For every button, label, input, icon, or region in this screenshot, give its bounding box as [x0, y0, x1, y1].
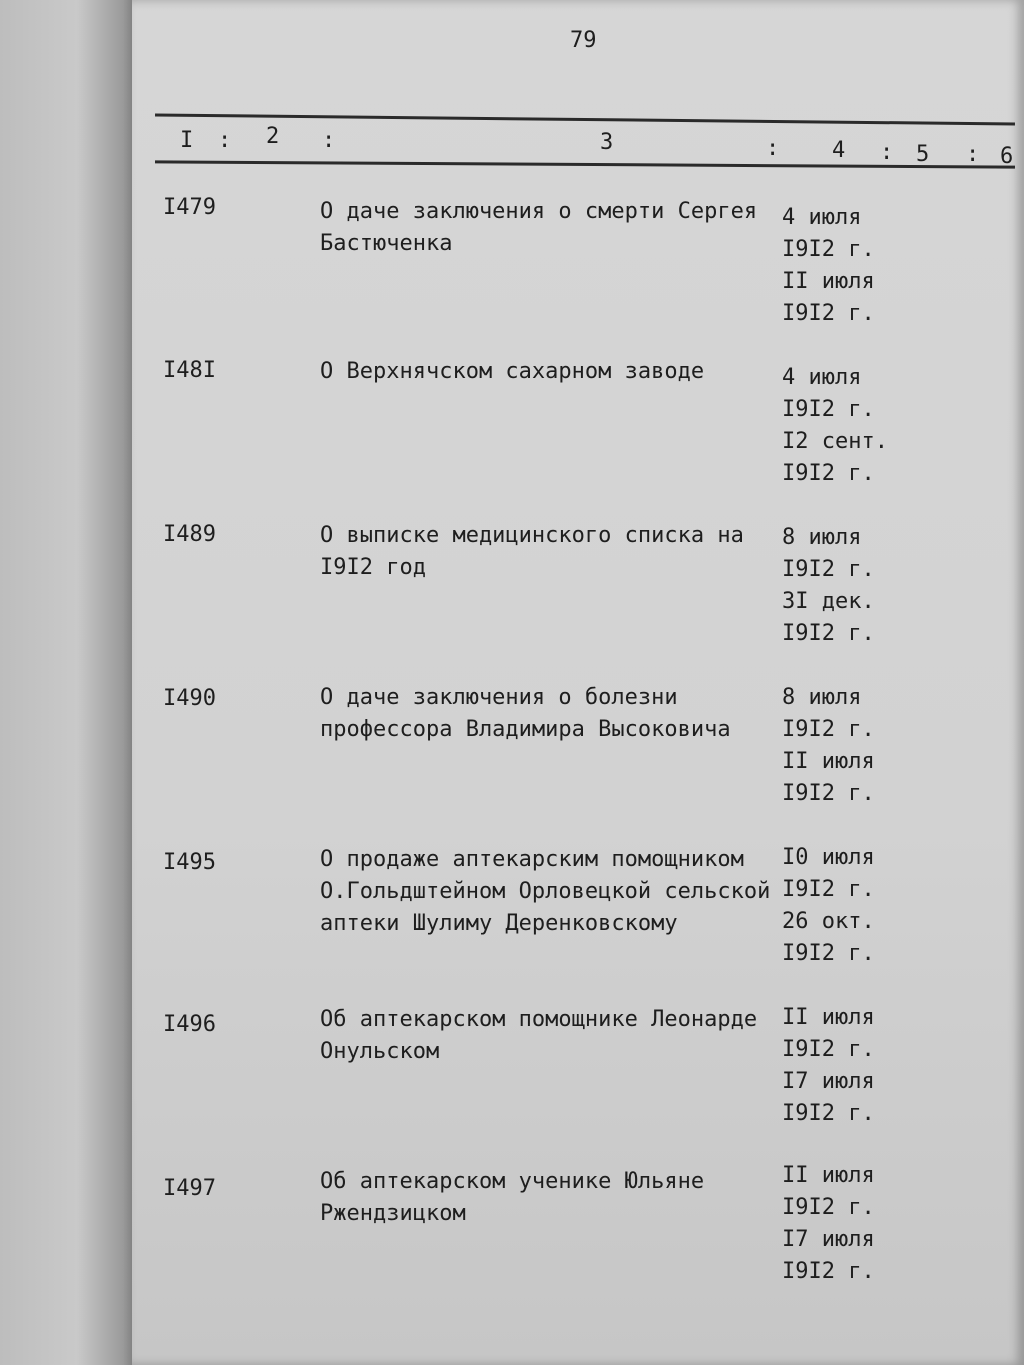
record-title: О даче заключения о болезни профессора Владимира Высоковича — [320, 685, 731, 742]
record-date-end: II июля — [782, 749, 875, 774]
record-dates — [782, 202, 875, 330]
record-id: I496 — [163, 1012, 216, 1037]
record-date-start: 4 июля — [782, 365, 862, 390]
record-date-start-year: I9I2 г. — [782, 877, 875, 902]
record-date-end-year: I9I2 г. — [782, 781, 875, 806]
record-date-end: I7 июля — [782, 1069, 875, 1094]
record-date-start: 8 июля — [782, 685, 862, 710]
book-spine-left-page — [0, 0, 140, 1365]
record-title: О продаже аптекарским помощником О.Гольдштейном Орловецкой сельской аптеки Шулиму Деренковскому — [320, 847, 771, 936]
record-date-start: I0 июля — [782, 845, 875, 870]
record-date-start-year: I9I2 г. — [782, 237, 875, 262]
record-id: I497 — [163, 1176, 216, 1201]
record-dates — [782, 682, 875, 810]
record-date-start: II июля — [782, 1005, 875, 1030]
column-header-4: 4 — [832, 138, 846, 163]
record-date-start: 8 июля — [782, 525, 862, 550]
record-date-end-year: I9I2 г. — [782, 621, 875, 646]
record-date-end: II июля — [782, 269, 875, 294]
column-separator: : — [880, 140, 894, 165]
column-header-5: 5 — [916, 142, 930, 167]
record-id: I495 — [163, 850, 216, 875]
record-title: О даче заключения о смерти Сергея Бастюченка — [320, 199, 758, 256]
record-dates — [782, 1160, 875, 1288]
column-header-2: 2 — [266, 124, 280, 149]
record-date-end: 3I дек. — [782, 589, 875, 614]
record-dates — [782, 522, 875, 650]
record-date-start-year: I9I2 г. — [782, 557, 875, 582]
record-title: О выписке медицинского списка на I9I2 год — [320, 523, 744, 580]
record-date-end-year: I9I2 г. — [782, 1101, 875, 1126]
record-date-start-year: I9I2 г. — [782, 1195, 875, 1220]
column-separator: : — [966, 142, 980, 167]
record-title: О Верхнячском сахарном заводе — [320, 359, 705, 384]
record-date-start: 4 июля — [782, 205, 862, 230]
record-dates — [782, 1002, 875, 1130]
record-title: Об аптекарском ученике Юльяне Ржендзицком — [320, 1169, 705, 1226]
record-id: I479 — [163, 195, 216, 220]
record-id: I489 — [163, 522, 216, 547]
record-date-end-year: I9I2 г. — [782, 301, 875, 326]
record-date-end-year: I9I2 г. — [782, 1259, 875, 1284]
record-date-end: I7 июля — [782, 1227, 875, 1252]
column-separator: : — [218, 128, 232, 153]
column-header-3: 3 — [600, 130, 614, 155]
column-header-6: 6 — [1000, 144, 1014, 169]
record-id: I48I — [163, 358, 216, 383]
record-date-start-year: I9I2 г. — [782, 1037, 875, 1062]
record-date-end: I2 сент. — [782, 429, 888, 454]
record-id: I490 — [163, 686, 216, 711]
page-number: 79 — [570, 28, 597, 53]
record-title: Об аптекарском помощнике Леонарде Онульском — [320, 1007, 758, 1064]
record-date-end-year: I9I2 г. — [782, 461, 875, 486]
record-date-start-year: I9I2 г. — [782, 717, 875, 742]
column-header-1: I — [180, 128, 194, 153]
column-separator: : — [766, 136, 780, 161]
record-date-end: 26 окт. — [782, 909, 875, 934]
record-dates — [782, 842, 875, 970]
record-date-start-year: I9I2 г. — [782, 397, 875, 422]
column-separator: : — [322, 128, 336, 153]
record-date-start: II июля — [782, 1163, 875, 1188]
record-dates — [782, 362, 888, 490]
record-date-end-year: I9I2 г. — [782, 941, 875, 966]
